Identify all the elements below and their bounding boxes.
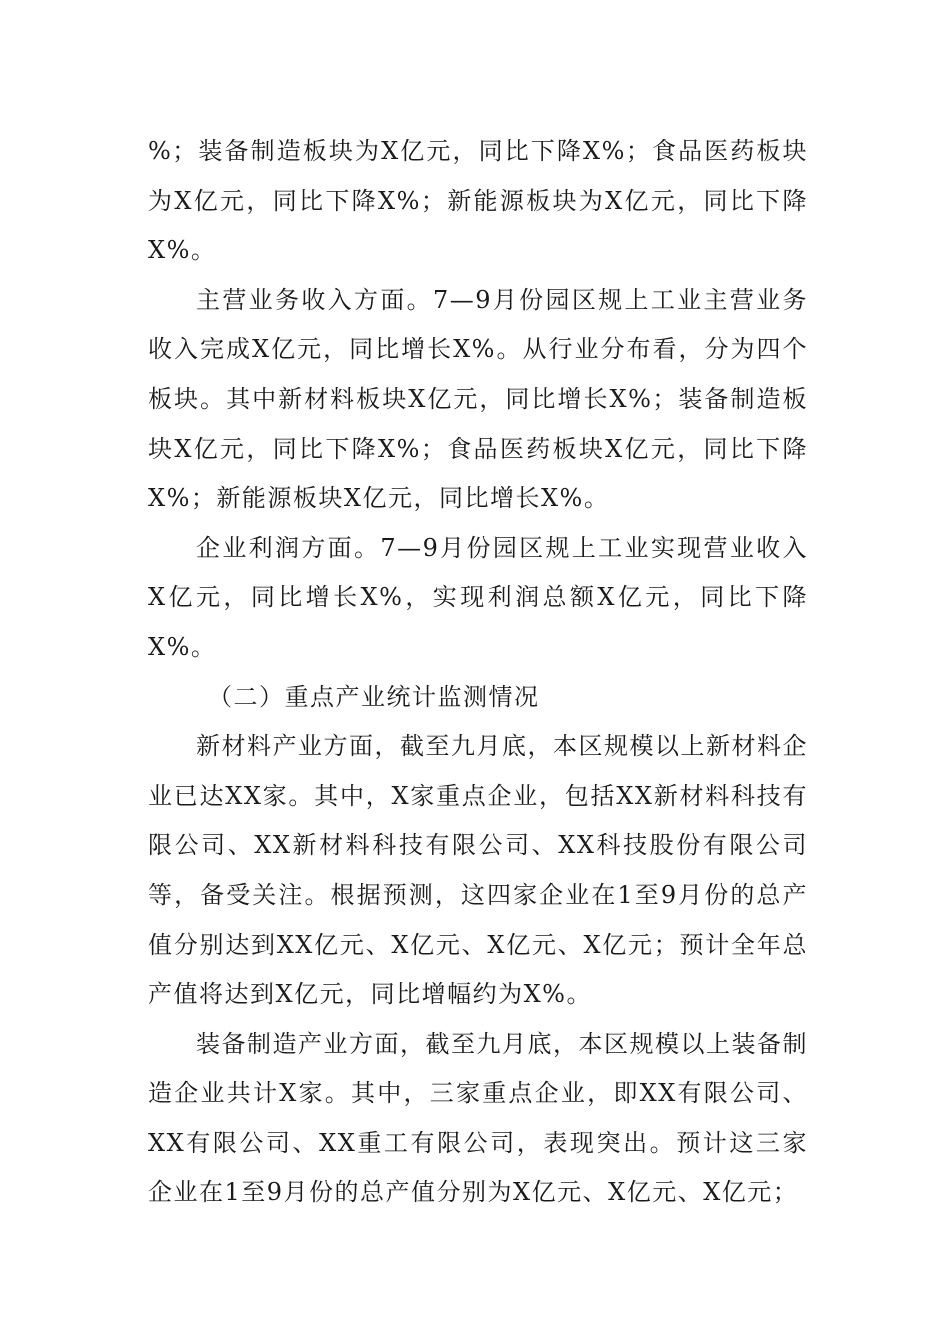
paragraph-continuation: %；装备制造板块为X亿元，同比下降X%；食品医药板块为X亿元，同比下降X%；新能源板块为X亿元，同比下降X%。 (148, 137, 808, 265)
paragraph-equipment-manufacturing: 装备制造产业方面，截至九月底，本区规模以上装备制造企业共计X家。其中，三家重点企业，即XX有限公司、XX有限公司、XX重工有限公司，表现突出。预计这三家企业在1至9月份的总产值分别为X亿元、X亿元、X亿元； (148, 1029, 808, 1207)
paragraph-new-materials: 新材料产业方面，截至九月底，本区规模以上新材料企业已达XX家。其中，X家重点企业，包括XX新材料科技有限公司、XX新材料科技有限公司、XX科技股份有限公司等，备受关注。根据预测，这四家企业在1至9月份的总产值分别达到XX亿元、X亿元、X亿元、X亿元；预计全年总产值将达到X亿元，同比增幅约为X%。 (148, 732, 808, 1009)
paragraph-main-business-revenue: 主营业务收入方面。7—9月份园区规上工业主营业务收入完成X亿元，同比增长X%。从行业分布看，分为四个板块。其中新材料板块X亿元，同比增长X%；装备制造板块X亿元，同比下降X%；食品医药板块X亿元，同比下降X%；新能源板块X亿元，同比增长X%。 (148, 285, 808, 513)
section-heading: （二）重点产业统计监测情况 (208, 682, 540, 711)
document-body (148, 127, 808, 1218)
paragraph-enterprise-profit: 企业利润方面。7—9月份园区规上工业实现营业收入X亿元，同比增长X%，实现利润总额X亿元，同比下降X%。 (148, 533, 808, 661)
